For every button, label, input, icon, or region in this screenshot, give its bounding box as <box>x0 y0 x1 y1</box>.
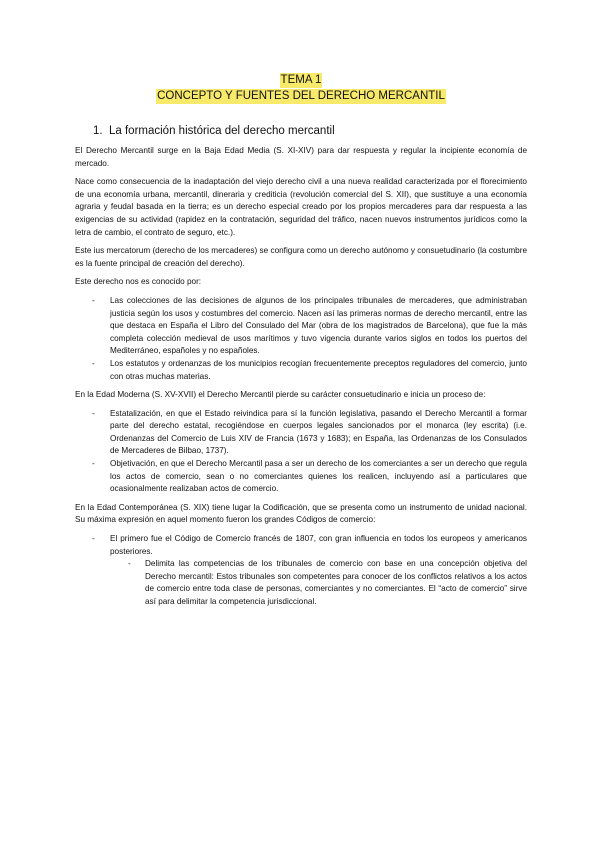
section-heading-text: La formación histórica del derecho mercantil <box>109 125 335 137</box>
title-block <box>75 70 527 102</box>
list-modern-process <box>75 408 527 496</box>
list-item: - Objetivación, en que el Derecho Mercantil pasa a ser un derecho de los comerciantes a ser un derecho que regula los actos de comercio, sean o no comerciantes quienes los realicen, incluyendo así a particulares que ocasionalmente realizaban actos de comercio. <box>75 458 527 496</box>
list-item: - Estatalización, en que el Estado reivindica para sí la función legislativa, pasando el Derecho Mercantil a formar parte del derecho estatal, recogiéndose en cuerpos legales sancionados por el monarca (ley escrita) (i.e. Ordenanzas del Comercio de Luis XIV de Francia (1673 y 1683); en España, las Ordenanzas de los Consulados de Mercaderes de Bilbao, 1737). <box>75 408 527 458</box>
paragraph-known-by: Este derecho nos es conocido por: <box>75 277 202 287</box>
section-heading <box>93 124 527 139</box>
paragraph-modern-age: En la Edad Moderna (S. XV-XVII) el Derecho Mercantil pierde su carácter consuetudinario e inicia un proceso de: <box>75 390 486 400</box>
document-page <box>75 70 527 615</box>
list-item: - Los estatutos y ordenanzas de los municipios recogían frecuentemente preceptos reguladores del comercio, junto con otras muchas materias. <box>75 358 527 383</box>
topic-title: CONCEPTO Y FUENTES DEL DERECHO MERCANTIL <box>157 90 445 102</box>
sub-list <box>110 558 527 608</box>
list-item <box>75 533 527 609</box>
paragraph-contemporary-age: En la Edad Contemporánea (S. XIX) tiene lugar la Codificación, que se presenta como un instrumento de unidad nacional. Su máxima expresión en aquel momento fueron los grandes Códigos de comercio: <box>75 502 527 525</box>
paragraph-birth: Nace como consecuencia de la inadaptación del viejo derecho civil a una nueva realidad caracterizada por el florecimiento de una economía urbana, mercantil, dineraria y crediticia (revolución comercial del S. XII), que sustituye a una economía agraria y feudal basada en la tierra; es un derecho especial creado por los propios mercaderes para dar respuesta a las exigencias de su actividad (rapidez en la contratación, seguridad del tráfico, nacen nuevos instrumentos jurídicos como la letra de cambio, el contrato de seguro, etc.). <box>75 177 527 237</box>
list-item: - Las colecciones de las decisiones de algunos de los principales tribunales de mercaderes, que administraban justicia según los usos y costumbres del comercio. Nacen así las primeras normas de derecho mercantil, entre las que destaca en España el Libro del Consulado del Mar (obra de los magistrados de Barcelona), que fue la más completa colección medieval de usos marítimos y tuvo vigencia durante varios siglos en todos los puertos del Mediterráneo, españoles y no españoles. <box>75 295 527 358</box>
list-commerce-codes <box>75 533 527 609</box>
paragraph-origin: El Derecho Mercantil surge en la Baja Edad Media (S. XI-XIV) para dar respuesta y regular la incipiente economía de mercado. <box>75 146 527 168</box>
list-item-text: El primero fue el Código de Comercio francés de 1807, con gran influencia en todos los europeos y americanos posteriores. <box>110 534 527 556</box>
sub-list-item: - Delimita las competencias de los tribunales de comercio con base en una concepción objetiva del Derecho mercantil: Estos tribunales son competentes para conocer de los conflictos relativos a los actos de comercio entre toda clase de personas, comerciantes y no comerciantes. El “acto de comercio” sirve así para delimitar la competencia jurisdiccional. <box>110 558 527 608</box>
section-number: 1. <box>93 125 103 137</box>
list-known-sources <box>75 295 527 383</box>
topic-number: TEMA 1 <box>280 74 322 86</box>
paragraph-ius-mercatorum: Este ius mercatorum (derecho de los mercaderes) se configura como un derecho autónomo y consuetudinario (la costumbre es la fuente principal de creación del derecho). <box>75 246 527 268</box>
